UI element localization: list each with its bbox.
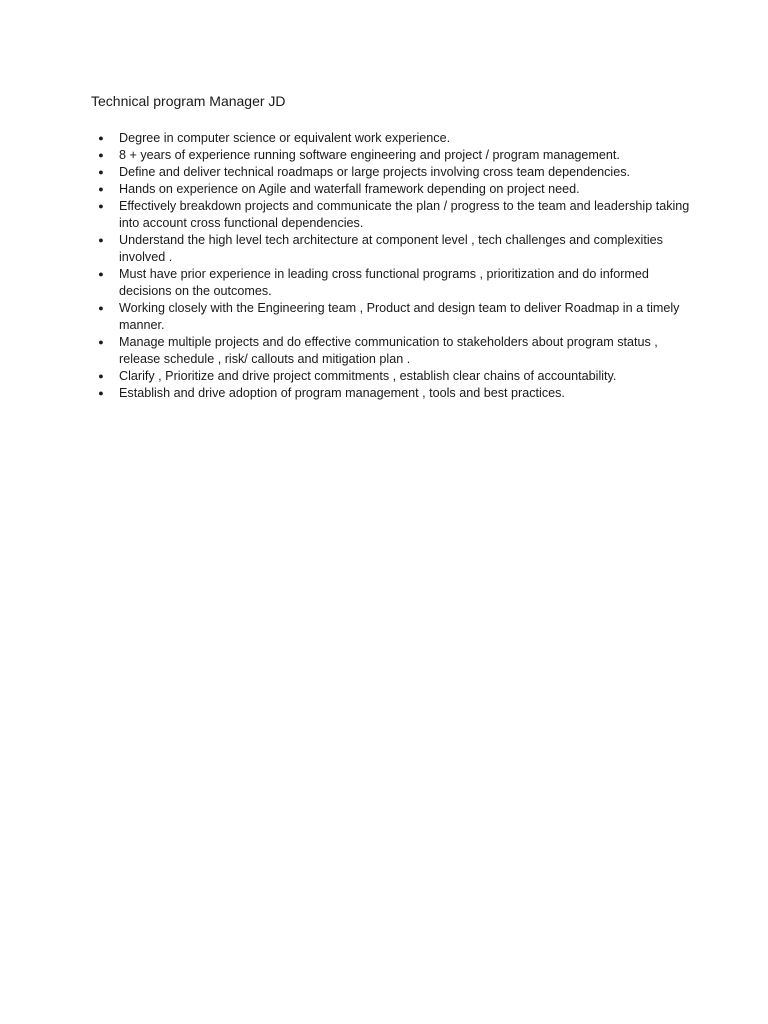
list-item [91, 198, 691, 232]
list-item [91, 334, 691, 368]
list-item-text: Hands on experience on Agile and waterfall framework depending on project need. [119, 182, 580, 196]
bullet-icon: ● [98, 337, 104, 347]
list-item-text: Degree in computer science or equivalent work experience. [119, 131, 451, 145]
bullet-icon: ● [98, 371, 104, 381]
list-item-text: Define and deliver technical roadmaps or large projects involving cross team dependencies. [119, 165, 631, 179]
list-item [91, 232, 691, 266]
list-item-text: Understand the high level tech architecture at component level , tech challenges and complexities involved . [119, 233, 663, 264]
list-item [91, 300, 691, 334]
list-item [91, 385, 691, 402]
list-item-text: Establish and drive adoption of program management , tools and best practices. [119, 386, 565, 400]
bullet-icon: ● [98, 133, 104, 143]
list-item-text: 8 + years of experience running software engineering and project / program management. [119, 148, 620, 162]
list-item-text: Clarify , Prioritize and drive project commitments , establish clear chains of accountability. [119, 369, 617, 383]
list-item [91, 130, 691, 147]
list-item [91, 147, 691, 164]
list-item-text: Must have prior experience in leading cross functional programs , prioritization and do informed decisions on the outcomes. [119, 267, 649, 298]
list-item [91, 266, 691, 300]
list-item [91, 181, 691, 198]
bullet-icon: ● [98, 269, 104, 279]
requirements-list [91, 130, 691, 402]
bullet-icon: ● [98, 201, 104, 211]
bullet-icon: ● [98, 184, 104, 194]
list-item-text: Manage multiple projects and do effective communication to stakeholders about program status , release schedule , risk/ callouts and mitigation plan . [119, 335, 658, 366]
list-item-text: Effectively breakdown projects and communicate the plan / progress to the team and leadership taking into account cross functional dependencies. [119, 199, 690, 230]
bullet-icon: ● [98, 303, 104, 313]
page-title: Technical program Manager JD [91, 93, 286, 109]
list-item-text: Working closely with the Engineering team , Product and design team to deliver Roadmap in a timely manner. [119, 301, 680, 332]
bullet-icon: ● [98, 235, 104, 245]
bullet-icon: ● [98, 150, 104, 160]
list-item [91, 368, 691, 385]
bullet-icon: ● [98, 167, 104, 177]
bullet-icon: ● [98, 388, 104, 398]
list-item [91, 164, 691, 181]
